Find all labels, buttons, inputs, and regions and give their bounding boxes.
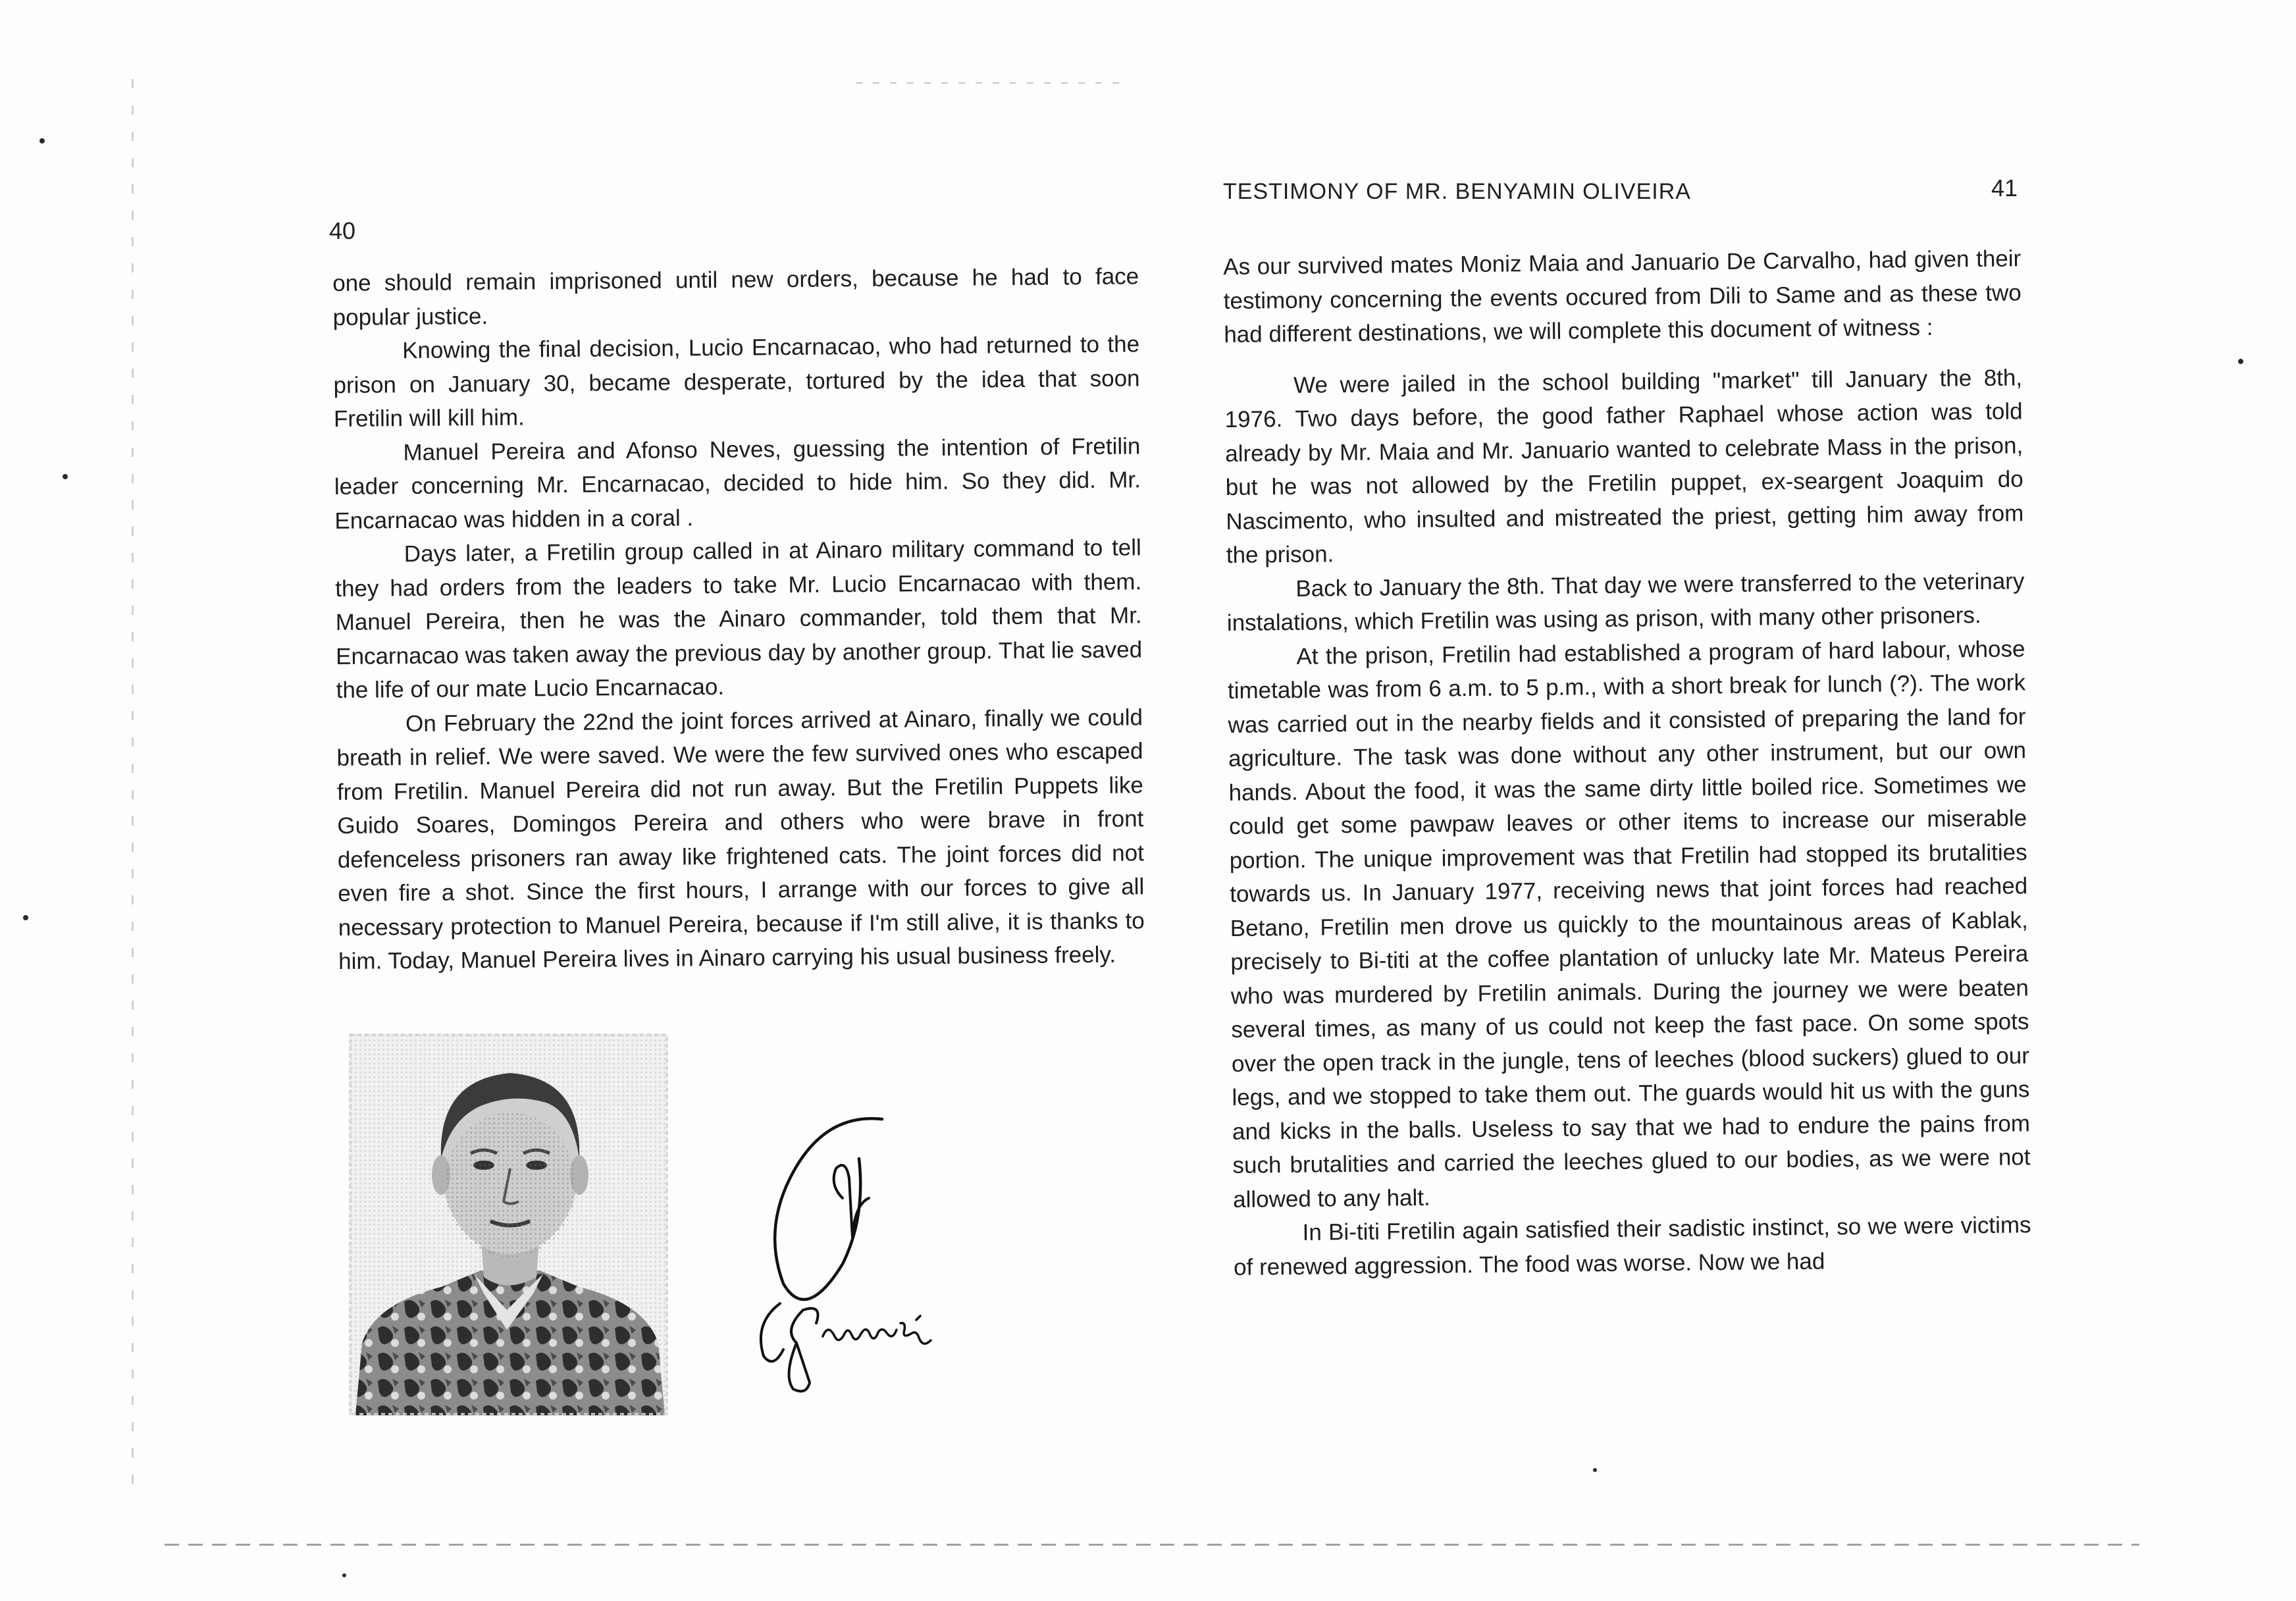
scan-edge-left xyxy=(132,79,134,1494)
signature xyxy=(744,1106,968,1396)
scan-speck xyxy=(342,1573,346,1577)
paragraph: Manuel Pereira and Afonso Neves, guessing the intention of Fretilin leader concerning Mr. Encarnacao, decided to hide him. So they did. Mr. Encarnacao was hidden in a coral . xyxy=(334,433,1141,534)
paragraph: Back to January the 8th. That day we were transferred to the veterinary instalations, which Fretilin was using as prison, with many other prisoners. xyxy=(1226,567,2025,636)
scan-edge-top xyxy=(856,82,1119,84)
running-head: TESTIMONY OF MR. BENYAMIN OLIVEIRA xyxy=(1223,179,1691,204)
scan-speck xyxy=(63,474,68,479)
paragraph: Days later, a Fretilin group called in at Ainaro military command to tell they had orders from the leaders to take Mr. Lucio Encarnacao with them. Manuel Pereira, then he was the Ainaro commander, told them that Mr. Encarnacao was taken away the previous day by another group. That lie saved the life of our mate Lucio Encarnacao. xyxy=(335,535,1143,703)
paragraph: We were jailed in the school building "market" till January the 8th, 1976. Two days before, the good father Raphael whose action was told already by Mr. Maia and Mr. Januario wanted to celebrate Mass in the prison, but he was not allowed by the Fretilin puppet, ex-seargent Joaquim do Nascimento, who insulted and mistreated the priest, getting him away from the prison. xyxy=(1224,364,2024,568)
paragraph: As our survived mates Moniz Maia and Januario De Carvalho, had given their testimony concerning the events occured from Dili to Same and as these two had different destinations, we will complete this document of witness : xyxy=(1223,246,2022,348)
left-page-number: 40 xyxy=(329,217,356,244)
portrait-photo xyxy=(349,1034,668,1415)
scan-speck xyxy=(2238,359,2243,364)
scan-speck xyxy=(39,138,45,144)
scan-speck xyxy=(1593,1468,1597,1472)
paragraph: In Bi-titi Fretilin again satisfied their sadistic instinct, so we were victims of renewed aggression. The food was worse. Now we had xyxy=(1233,1212,2031,1280)
right-page-number: 41 xyxy=(1991,174,2018,201)
scan-speck xyxy=(23,915,28,920)
left-page-text xyxy=(332,259,1145,978)
right-page-text xyxy=(1223,242,2031,1284)
paragraph: Knowing the final decision, Lucio Encarnacao, who had returned to the prison on January 30, became desperate, tortured by the idea that soon Fretilin will kill him. xyxy=(333,331,1140,432)
paragraph: At the prison, Fretilin had established a program of hard labour, whose timetable was from 6 a.m. to 5 p.m., with a short break for lunch (?). The work was carried out in the nearby fields and it consisted of preparing the land for agriculture. The task was done without any other instrument, but our own hands. About the food, it was the same dirty little boiled rice. Sometimes we could get some pawpaw leaves or other items to increase our miserable portion. The unique improvement was that Fretilin had stopped its brutalities towards us. In January 1977, receiving news that joint forces had reached Betano, Fretilin men drove us quickly to the mountainous areas of Kablak, precisely to Bi-titi at the coffee plantation of unlucky late Mr. Mateus Pereira who was murdered by Fretilin animals. During the journey we were beaten several times, as many of us could not keep the fast pace. On some spots over the open track in the jungle, tens of leeches (blood suckers) glued to our legs, and we stopped to take them out. The guards would hit us with the guns and kicks in the balls. Useless to say that we had to endure the pains from such brutalities and carried the leeches glued to our bodies, as we were not allowed to any halt. xyxy=(1227,635,2031,1213)
paragraph: one should remain imprisoned until new orders, because he had to face popular justice. xyxy=(332,263,1139,330)
scan-edge-bottom xyxy=(165,1544,2139,1546)
paragraph: On February the 22nd the joint forces arrived at Ainaro, finally we could breath in relief. We were saved. We were the few survived ones who escaped from Fretilin. Manuel Pereira did not run away. But the Fretilin Puppets like Guido Soares, Domingos Pereira and others who were brave in front defenceless prisoners ran away like frightened cats. The joint forces did not even fire a shot. Since the first hours, I arrange with our forces to give all necessary protection to Manuel Pereira, because if I'm still alive, it is thanks to him. Today, Manuel Pereira lives in Ainaro carrying his usual business freely. xyxy=(336,704,1145,974)
